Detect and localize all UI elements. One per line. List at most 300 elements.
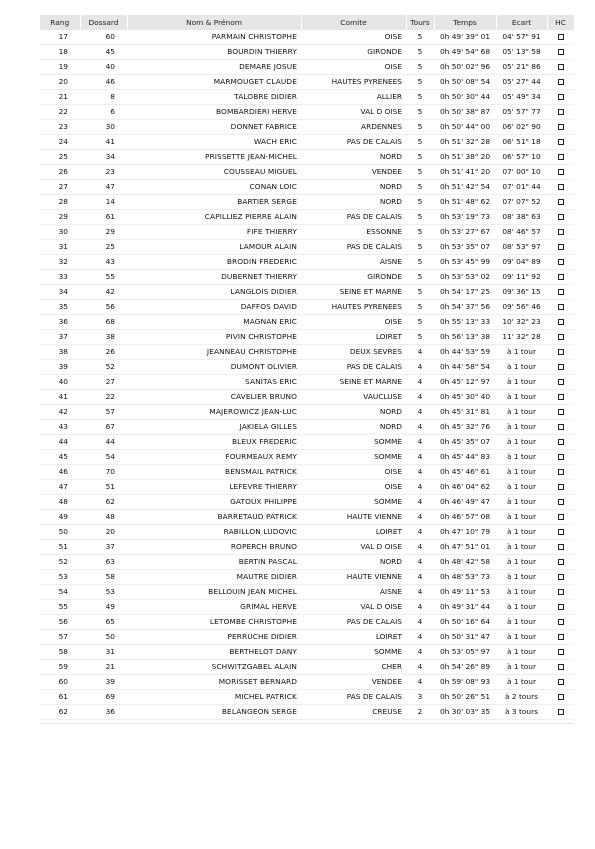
hc-cell <box>547 180 574 195</box>
checkbox-icon[interactable] <box>558 679 564 685</box>
tours-cell: 4 <box>406 675 434 690</box>
checkbox-icon[interactable] <box>558 79 564 85</box>
comite-cell: VAUCLUSE <box>301 390 406 405</box>
comite-cell: PAS DE CALAIS <box>301 210 406 225</box>
comite-cell: NORD <box>301 555 406 570</box>
checkbox-icon[interactable] <box>558 34 564 40</box>
hc-cell <box>547 450 574 465</box>
tours-cell: 5 <box>406 105 434 120</box>
temps-cell: 0h 50' 44" 00 <box>434 120 496 135</box>
checkbox-icon[interactable] <box>558 529 564 535</box>
temps-cell: 0h 47' 10" 79 <box>434 525 496 540</box>
hc-cell <box>547 480 574 495</box>
rang-cell: 51 <box>40 540 80 555</box>
name-cell: DONNET FABRICE <box>127 120 301 135</box>
dossard-cell: 68 <box>80 315 127 330</box>
name-cell: FOURMEAUX REMY <box>127 450 301 465</box>
table-row <box>40 315 574 330</box>
name-cell: DAFFOS DAVID <box>127 300 301 315</box>
name-cell: BOMBARDIERI HERVE <box>127 105 301 120</box>
table-row <box>40 210 574 225</box>
hc-cell <box>547 525 574 540</box>
checkbox-icon[interactable] <box>558 544 564 550</box>
rang-cell: 29 <box>40 210 80 225</box>
header-nom-prenom[interactable]: Nom & Prénom <box>127 15 301 30</box>
temps-cell: 0h 30' 03" 35 <box>434 705 496 720</box>
rang-cell: 26 <box>40 165 80 180</box>
checkbox-icon[interactable] <box>558 454 564 460</box>
hc-cell <box>547 645 574 660</box>
table-row <box>40 45 574 60</box>
checkbox-icon[interactable] <box>558 619 564 625</box>
hc-cell <box>547 300 574 315</box>
temps-cell: 0h 45' 32" 76 <box>434 420 496 435</box>
rang-cell: 40 <box>40 375 80 390</box>
name-cell: SANITAS ERIC <box>127 375 301 390</box>
temps-cell: 0h 54' 26" 89 <box>434 660 496 675</box>
temps-cell: 0h 47' 51" 01 <box>434 540 496 555</box>
comite-cell: OISE <box>301 315 406 330</box>
rang-cell: 41 <box>40 390 80 405</box>
hc-cell <box>547 690 574 705</box>
name-cell: DUBERNET THIERRY <box>127 270 301 285</box>
dossard-cell: 56 <box>80 300 127 315</box>
checkbox-icon[interactable] <box>558 64 564 70</box>
rang-cell: 36 <box>40 315 80 330</box>
hc-cell <box>547 600 574 615</box>
table-row <box>40 540 574 555</box>
table-row <box>40 330 574 345</box>
comite-cell: NORD <box>301 420 406 435</box>
dossard-cell: 50 <box>80 630 127 645</box>
checkbox-icon[interactable] <box>558 304 564 310</box>
ecart-cell: à 1 tour <box>496 585 547 600</box>
hc-cell <box>547 240 574 255</box>
tours-cell: 4 <box>406 435 434 450</box>
tours-cell: 5 <box>406 150 434 165</box>
ecart-cell: à 1 tour <box>496 675 547 690</box>
temps-cell: 0h 53' 45" 99 <box>434 255 496 270</box>
hc-cell <box>547 315 574 330</box>
comite-cell: SEINE ET MARNE <box>301 375 406 390</box>
hc-cell <box>547 585 574 600</box>
name-cell: PERRUCHE DIDIER <box>127 630 301 645</box>
checkbox-icon[interactable] <box>558 709 564 715</box>
name-cell: BARTIER SERGE <box>127 195 301 210</box>
dossard-cell: 27 <box>80 375 127 390</box>
rang-cell: 35 <box>40 300 80 315</box>
footer-divider <box>40 723 574 724</box>
ecart-cell: à 1 tour <box>496 345 547 360</box>
name-cell: ROPERCH BRUNO <box>127 540 301 555</box>
table-row <box>40 165 574 180</box>
rang-cell: 48 <box>40 495 80 510</box>
name-cell: MAUTRE DIDIER <box>127 570 301 585</box>
name-cell: JEANNEAU CHRISTOPHE <box>127 345 301 360</box>
hc-cell <box>547 405 574 420</box>
comite-cell: VENDEE <box>301 165 406 180</box>
dossard-cell: 70 <box>80 465 127 480</box>
rang-cell: 55 <box>40 600 80 615</box>
tours-cell: 5 <box>406 225 434 240</box>
table-row <box>40 450 574 465</box>
temps-cell: 0h 50' 38" 87 <box>434 105 496 120</box>
temps-cell: 0h 49' 11" 53 <box>434 585 496 600</box>
checkbox-icon[interactable] <box>558 349 564 355</box>
checkbox-icon[interactable] <box>558 94 564 100</box>
hc-cell <box>547 225 574 240</box>
ecart-cell: 08' 46" 57 <box>496 225 547 240</box>
rang-cell: 25 <box>40 150 80 165</box>
hc-cell <box>547 615 574 630</box>
tours-cell: 4 <box>406 510 434 525</box>
temps-cell: 0h 51' 32" 28 <box>434 135 496 150</box>
checkbox-icon[interactable] <box>558 604 564 610</box>
name-cell: LAMOUR ALAIN <box>127 240 301 255</box>
checkbox-icon[interactable] <box>558 484 564 490</box>
comite-cell: CREUSE <box>301 705 406 720</box>
ecart-cell: à 3 tours <box>496 705 547 720</box>
temps-cell: 0h 50' 26" 51 <box>434 690 496 705</box>
checkbox-icon[interactable] <box>558 334 564 340</box>
name-cell: LANGLOIS DIDIER <box>127 285 301 300</box>
rang-cell: 19 <box>40 60 80 75</box>
dossard-cell: 60 <box>80 30 127 45</box>
ecart-cell: à 1 tour <box>496 405 547 420</box>
table-row <box>40 75 574 90</box>
temps-cell: 0h 45' 44" 83 <box>434 450 496 465</box>
table-row <box>40 375 574 390</box>
checkbox-icon[interactable] <box>558 409 564 415</box>
dossard-cell: 63 <box>80 555 127 570</box>
header-tours[interactable]: Tours <box>406 15 434 30</box>
hc-cell <box>547 255 574 270</box>
temps-cell: 0h 46' 04" 62 <box>434 480 496 495</box>
table-row <box>40 225 574 240</box>
tours-cell: 4 <box>406 585 434 600</box>
temps-cell: 0h 49' 39" 01 <box>434 30 496 45</box>
comite-cell: ALLIER <box>301 90 406 105</box>
ecart-cell: à 1 tour <box>496 555 547 570</box>
comite-cell: PAS DE CALAIS <box>301 615 406 630</box>
tours-cell: 4 <box>406 555 434 570</box>
hc-cell <box>547 495 574 510</box>
temps-cell: 0h 54' 37" 56 <box>434 300 496 315</box>
checkbox-icon[interactable] <box>558 109 564 115</box>
checkbox-icon[interactable] <box>558 214 564 220</box>
dossard-cell: 58 <box>80 570 127 585</box>
temps-cell: 0h 55' 13" 33 <box>434 315 496 330</box>
checkbox-icon[interactable] <box>558 154 564 160</box>
dossard-cell: 44 <box>80 435 127 450</box>
checkbox-icon[interactable] <box>558 664 564 670</box>
dossard-cell: 53 <box>80 585 127 600</box>
dossard-cell: 34 <box>80 150 127 165</box>
rang-cell: 30 <box>40 225 80 240</box>
checkbox-icon[interactable] <box>558 634 564 640</box>
rang-cell: 33 <box>40 270 80 285</box>
hc-cell <box>547 120 574 135</box>
table-row <box>40 270 574 285</box>
table-row <box>40 90 574 105</box>
header-hc[interactable]: HC <box>547 15 574 30</box>
table-row <box>40 675 574 690</box>
rang-cell: 43 <box>40 420 80 435</box>
rang-cell: 47 <box>40 480 80 495</box>
header-temps[interactable]: Temps <box>434 15 496 30</box>
rang-cell: 49 <box>40 510 80 525</box>
tours-cell: 4 <box>406 495 434 510</box>
temps-cell: 0h 48' 53" 73 <box>434 570 496 585</box>
dossard-cell: 42 <box>80 285 127 300</box>
checkbox-icon[interactable] <box>558 394 564 400</box>
name-cell: MICHEL PATRICK <box>127 690 301 705</box>
table-row <box>40 195 574 210</box>
header-rang[interactable]: Rang <box>40 15 80 30</box>
dossard-cell: 62 <box>80 495 127 510</box>
ecart-cell: à 1 tour <box>496 480 547 495</box>
temps-cell: 0h 51' 38" 20 <box>434 150 496 165</box>
tours-cell: 5 <box>406 165 434 180</box>
checkbox-icon[interactable] <box>558 259 564 265</box>
rang-cell: 61 <box>40 690 80 705</box>
comite-cell: PAS DE CALAIS <box>301 135 406 150</box>
name-cell: TALOBRE DIDIER <box>127 90 301 105</box>
tours-cell: 4 <box>406 390 434 405</box>
hc-cell <box>547 135 574 150</box>
table-row <box>40 285 574 300</box>
checkbox-icon[interactable] <box>558 49 564 55</box>
temps-cell: 0h 45' 12" 97 <box>434 375 496 390</box>
checkbox-icon[interactable] <box>558 229 564 235</box>
dossard-cell: 46 <box>80 75 127 90</box>
name-cell: BERTHELOT DANY <box>127 645 301 660</box>
tours-cell: 5 <box>406 45 434 60</box>
name-cell: GRIMAL HERVE <box>127 600 301 615</box>
name-cell: BOURDIN THIERRY <box>127 45 301 60</box>
name-cell: CONAN LOIC <box>127 180 301 195</box>
checkbox-icon[interactable] <box>558 379 564 385</box>
header-comite[interactable]: Comite <box>301 15 406 30</box>
dossard-cell: 14 <box>80 195 127 210</box>
comite-cell: NORD <box>301 180 406 195</box>
checkbox-icon[interactable] <box>558 559 564 565</box>
name-cell: JAKIELA GILLES <box>127 420 301 435</box>
temps-cell: 0h 46' 57" 08 <box>434 510 496 525</box>
comite-cell: SOMME <box>301 435 406 450</box>
checkbox-icon[interactable] <box>558 649 564 655</box>
checkbox-icon[interactable] <box>558 574 564 580</box>
dossard-cell: 37 <box>80 540 127 555</box>
ecart-cell: à 1 tour <box>496 615 547 630</box>
dossard-cell: 69 <box>80 690 127 705</box>
table-row <box>40 240 574 255</box>
rang-cell: 32 <box>40 255 80 270</box>
rang-cell: 20 <box>40 75 80 90</box>
table-row <box>40 390 574 405</box>
comite-cell: CHER <box>301 660 406 675</box>
name-cell: WACH ERIC <box>127 135 301 150</box>
temps-cell: 0h 50' 08" 54 <box>434 75 496 90</box>
tours-cell: 4 <box>406 420 434 435</box>
temps-cell: 0h 53' 05" 97 <box>434 645 496 660</box>
ecart-cell: à 1 tour <box>496 570 547 585</box>
name-cell: FIFE THIERRY <box>127 225 301 240</box>
hc-cell <box>547 210 574 225</box>
ecart-cell: 06' 57" 10 <box>496 150 547 165</box>
dossard-cell: 22 <box>80 390 127 405</box>
dossard-cell: 65 <box>80 615 127 630</box>
name-cell: DEMARE JOSUE <box>127 60 301 75</box>
hc-cell <box>547 555 574 570</box>
comite-cell: OISE <box>301 30 406 45</box>
dossard-cell: 57 <box>80 405 127 420</box>
dossard-cell: 29 <box>80 225 127 240</box>
temps-cell: 0h 45' 35" 07 <box>434 435 496 450</box>
rang-cell: 24 <box>40 135 80 150</box>
name-cell: BENSMAIL PATRICK <box>127 465 301 480</box>
dossard-cell: 41 <box>80 135 127 150</box>
tours-cell: 5 <box>406 240 434 255</box>
rang-cell: 27 <box>40 180 80 195</box>
rang-cell: 60 <box>40 675 80 690</box>
checkbox-icon[interactable] <box>558 694 564 700</box>
checkbox-icon[interactable] <box>558 499 564 505</box>
rang-cell: 59 <box>40 660 80 675</box>
checkbox-icon[interactable] <box>558 184 564 190</box>
comite-cell: GIRONDE <box>301 45 406 60</box>
table-row <box>40 600 574 615</box>
temps-cell: 0h 59' 08" 93 <box>434 675 496 690</box>
table-row <box>40 480 574 495</box>
ecart-cell: à 1 tour <box>496 495 547 510</box>
checkbox-icon[interactable] <box>558 169 564 175</box>
rang-cell: 44 <box>40 435 80 450</box>
hc-cell <box>547 45 574 60</box>
table-row <box>40 435 574 450</box>
tours-cell: 5 <box>406 120 434 135</box>
checkbox-icon[interactable] <box>558 289 564 295</box>
comite-cell: HAUTES PYRENEES <box>301 300 406 315</box>
checkbox-icon[interactable] <box>558 469 564 475</box>
name-cell: CAVELIER BRUNO <box>127 390 301 405</box>
checkbox-icon[interactable] <box>558 139 564 145</box>
tours-cell: 5 <box>406 75 434 90</box>
ecart-cell: à 2 tours <box>496 690 547 705</box>
table-row <box>40 465 574 480</box>
tours-cell: 4 <box>406 630 434 645</box>
dossard-cell: 45 <box>80 45 127 60</box>
dossard-cell: 54 <box>80 450 127 465</box>
ecart-cell: 05' 57" 77 <box>496 105 547 120</box>
table-row <box>40 510 574 525</box>
tours-cell: 2 <box>406 705 434 720</box>
table-row <box>40 255 574 270</box>
name-cell: BELLOUIN JEAN MICHEL <box>127 585 301 600</box>
dossard-cell: 67 <box>80 420 127 435</box>
ecart-cell: à 1 tour <box>496 420 547 435</box>
ecart-cell: 08' 53" 97 <box>496 240 547 255</box>
header-dossard[interactable]: Dossard <box>80 15 127 30</box>
table-row <box>40 120 574 135</box>
table-row <box>40 660 574 675</box>
results-table <box>40 15 575 720</box>
comite-cell: VAL D OISE <box>301 540 406 555</box>
rang-cell: 23 <box>40 120 80 135</box>
checkbox-icon[interactable] <box>558 439 564 445</box>
comite-cell: LOIRET <box>301 525 406 540</box>
comite-cell: VENDEE <box>301 675 406 690</box>
ecart-cell: 10' 32" 23 <box>496 315 547 330</box>
checkbox-icon[interactable] <box>558 424 564 430</box>
rang-cell: 28 <box>40 195 80 210</box>
table-row <box>40 585 574 600</box>
hc-cell <box>547 285 574 300</box>
tours-cell: 4 <box>406 660 434 675</box>
ecart-cell: à 1 tour <box>496 360 547 375</box>
name-cell: DUMONT OLIVIER <box>127 360 301 375</box>
temps-cell: 0h 50' 30" 44 <box>434 90 496 105</box>
name-cell: BRODIN FREDERIC <box>127 255 301 270</box>
checkbox-icon[interactable] <box>558 124 564 130</box>
checkbox-icon[interactable] <box>558 199 564 205</box>
table-row <box>40 135 574 150</box>
dossard-cell: 26 <box>80 345 127 360</box>
checkbox-icon[interactable] <box>558 244 564 250</box>
tours-cell: 5 <box>406 300 434 315</box>
checkbox-icon[interactable] <box>558 589 564 595</box>
temps-cell: 0h 45' 30" 40 <box>434 390 496 405</box>
ecart-cell: à 1 tour <box>496 465 547 480</box>
comite-cell: ARDENNES <box>301 120 406 135</box>
comite-cell: PAS DE CALAIS <box>301 360 406 375</box>
name-cell: LETOMBE CHRISTOPHE <box>127 615 301 630</box>
rang-cell: 18 <box>40 45 80 60</box>
checkbox-icon[interactable] <box>558 274 564 280</box>
hc-cell <box>547 570 574 585</box>
rang-cell: 31 <box>40 240 80 255</box>
comite-cell: HAUTE VIENNE <box>301 510 406 525</box>
ecart-cell: à 1 tour <box>496 390 547 405</box>
comite-cell: AISNE <box>301 255 406 270</box>
table-row <box>40 570 574 585</box>
table-row <box>40 630 574 645</box>
hc-cell <box>547 540 574 555</box>
hc-cell <box>547 330 574 345</box>
table-row <box>40 645 574 660</box>
ecart-cell: 11' 32" 28 <box>496 330 547 345</box>
ecart-cell: à 1 tour <box>496 600 547 615</box>
checkbox-icon[interactable] <box>558 364 564 370</box>
dossard-cell: 61 <box>80 210 127 225</box>
checkbox-icon[interactable] <box>558 319 564 325</box>
ecart-cell: 07' 07" 52 <box>496 195 547 210</box>
header-ecart[interactable]: Ecart <box>496 15 547 30</box>
tours-cell: 4 <box>406 405 434 420</box>
rang-cell: 39 <box>40 360 80 375</box>
comite-cell: NORD <box>301 195 406 210</box>
tours-cell: 4 <box>406 360 434 375</box>
hc-cell <box>547 630 574 645</box>
comite-cell: HAUTES PYRENEES <box>301 75 406 90</box>
checkbox-icon[interactable] <box>558 514 564 520</box>
tours-cell: 4 <box>406 465 434 480</box>
dossard-cell: 38 <box>80 330 127 345</box>
dossard-cell: 31 <box>80 645 127 660</box>
rang-cell: 56 <box>40 615 80 630</box>
comite-cell: OISE <box>301 465 406 480</box>
temps-cell: 0h 53' 35" 07 <box>434 240 496 255</box>
